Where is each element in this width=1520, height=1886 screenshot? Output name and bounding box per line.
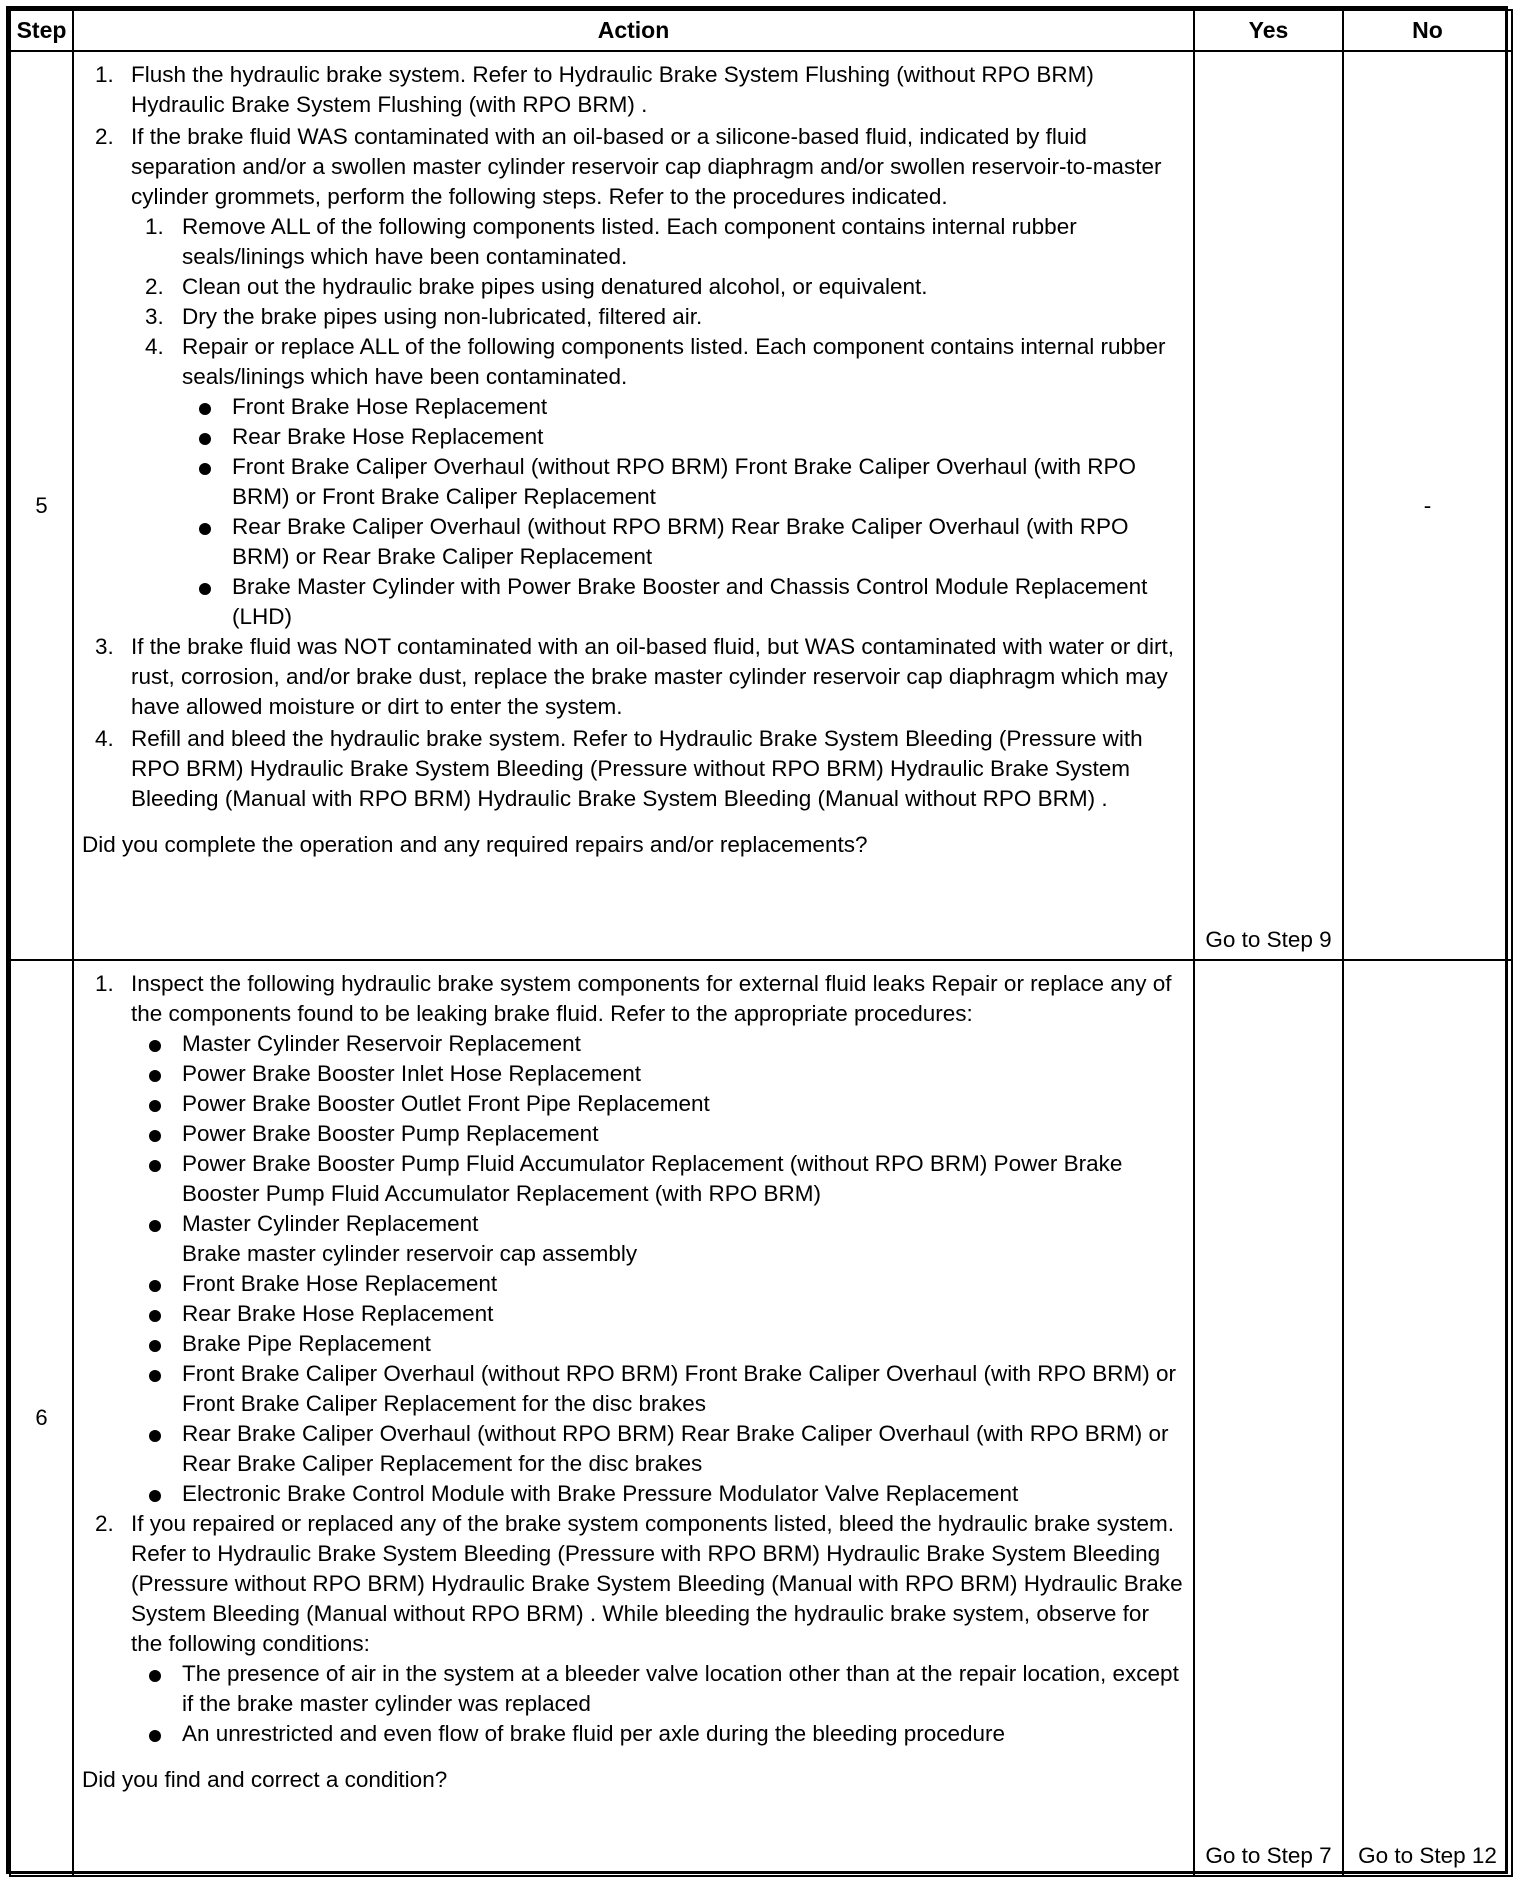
bullet-icon <box>199 433 211 445</box>
bullet-item-text: Power Brake Booster Inlet Hose Replacement <box>182 1061 641 1086</box>
bullet-item-text: Power Brake Booster Pump Fluid Accumulator Replacement (without RPO BRM) Power Brake Booster Pump Fluid Accumulator Replacement (with RPO BRM) <box>182 1151 1123 1206</box>
yes-cell: Go to Step 7 <box>1194 960 1343 1876</box>
bullet-item <box>82 1209 1185 1269</box>
step-number: 5 <box>10 51 73 960</box>
bullet-item-text: Front Brake Hose Replacement <box>182 1271 498 1296</box>
bullet-item-text: Master Cylinder Reservoir Replacement <box>182 1031 581 1056</box>
bullet-item <box>82 422 1185 452</box>
bullet-item <box>82 1089 1185 1119</box>
sub-list-item-text: Remove ALL of the following components listed. Each component contains internal rubber seals/linings which have been contaminated. <box>182 214 1077 269</box>
sub-list-item-text: Clean out the hydraulic brake pipes using denatured alcohol, or equivalent. <box>182 274 928 299</box>
bullet-item <box>82 1419 1185 1479</box>
action-cell <box>73 51 1194 960</box>
bullet-item-text: Front Brake Caliper Overhaul (without RPO BRM) Front Brake Caliper Overhaul (with RPO BRM) or Front Brake Caliper Replacement for the disc brakes <box>182 1361 1177 1416</box>
bullet-item-note: Brake master cylinder reservoir cap assembly <box>182 1241 638 1266</box>
bullet-item <box>82 452 1185 512</box>
bullet-icon <box>149 1100 161 1112</box>
header-step: Step <box>10 10 73 51</box>
bullet-item <box>82 1329 1185 1359</box>
bullet-icon <box>149 1280 161 1292</box>
list-item-text: Inspect the following hydraulic brake system components for external fluid leaks Repair or replace any of the components found to be leaking brake fluid. Refer to the appropriate procedures: <box>131 971 1172 1026</box>
list-item: 3. If the brake fluid was NOT contaminated with an oil-based fluid, but WAS contaminated with water or dirt, rust, corrosion, and/or brake dust, replace the brake master cylinder reservoir cap diaphragm which may have allowed moisture or dirt to enter the system. <box>95 634 1174 719</box>
bullet-icon <box>149 1070 161 1082</box>
bullet-icon <box>149 1340 161 1352</box>
list-item-text: If the brake fluid WAS contaminated with an oil-based or a silicone-based fluid, indicated by fluid separation and/or a swollen master cylinder reservoir cap diaphragm and/or swollen reservoir-to-master cylinder grommets, perform the following steps. Refer to the procedures indicated. <box>131 124 1162 209</box>
list-item: 4. Refill and bleed the hydraulic brake system. Refer to Hydraulic Brake System Bleeding (Pressure with RPO BRM) Hydraulic Brake System Bleeding (Pressure without RPO BRM) Hydraulic Brake System Bleeding (Manual with RPO BRM) Hydraulic Brake System Bleeding (Manual without RPO BRM) . <box>95 726 1143 811</box>
bullet-item <box>82 1029 1185 1059</box>
bullet-item-text: Power Brake Booster Pump Replacement <box>182 1121 599 1146</box>
bullet-item <box>82 1479 1185 1509</box>
header-row <box>10 10 1512 51</box>
bullet-icon <box>149 1160 161 1172</box>
list-item-text: Flush the hydraulic brake system. Refer to Hydraulic Brake System Flushing (without RPO BRM) Hydraulic Brake System Flushing (with RPO BRM) . <box>131 62 1094 117</box>
bullet-icon <box>149 1490 161 1502</box>
bullet-item-text: Power Brake Booster Outlet Front Pipe Replacement <box>182 1091 710 1116</box>
bullet-icon <box>199 403 211 415</box>
bullet-item-text: Rear Brake Caliper Overhaul (without RPO BRM) Rear Brake Caliper Overhaul (with RPO BRM) or Rear Brake Caliper Replacement for the disc brakes <box>182 1421 1169 1476</box>
bullet-icon <box>199 463 211 475</box>
header-yes: Yes <box>1194 10 1343 51</box>
diagnostic-table <box>9 9 1513 1877</box>
list-item-text: If you repaired or replaced any of the brake system components listed, bleed the hydraulic brake system. Refer to Hydraulic Brake System Bleeding (Pressure with RPO BRM) Hydraulic Brake System Bleeding (Pressure without RPO BRM) Hydraulic Brake System Bleeding (Manual with RPO BRM) Hydraulic Brake System Bleeding (Manual without RPO BRM) . While bleeding the hydraulic brake system, observe for the following conditions: <box>131 1511 1183 1656</box>
sub-list-item: 3. Dry the brake pipes using non-lubricated, filtered air. <box>145 304 703 329</box>
no-cell: Go to Step 12 <box>1343 960 1512 1876</box>
bullet-item <box>82 1059 1185 1089</box>
bullet-icon <box>149 1310 161 1322</box>
bullet-item <box>82 512 1185 572</box>
yes-cell: Go to Step 9 <box>1194 51 1343 960</box>
bullet-icon <box>149 1130 161 1142</box>
diagnostic-table-sheet <box>6 6 1508 1874</box>
bullet-item-text: Brake Master Cylinder with Power Brake Booster and Chassis Control Module Replacement (LHD) <box>232 574 1148 629</box>
condition-item-text: The presence of air in the system at a bleeder valve location other than at the repair location, except if the brake master cylinder was replaced <box>182 1661 1179 1716</box>
sub-list-item-text: Dry the brake pipes using non-lubricated, filtered air. <box>182 304 703 329</box>
list-item: 2. If you repaired or replaced any of the brake system components listed, bleed the hydraulic brake system. Refer to Hydraulic Brake System Bleeding (Pressure with RPO BRM) Hydraulic Brake System Bleeding (Pressure without RPO BRM) Hydraulic Brake System Bleeding (Manual with RPO BRM) Hydraulic Brake System Bleeding (Manual without RPO BRM) . While bleeding the hydraulic brake system, observe for the following conditions: <box>95 1511 1183 1656</box>
list-item-text: If the brake fluid was NOT contaminated with an oil-based fluid, but WAS contaminated with water or dirt, rust, corrosion, and/or brake dust, replace the brake master cylinder reservoir cap diaphragm which may have allowed moisture or dirt to enter the system. <box>131 634 1174 719</box>
bullet-item-text: Rear Brake Hose Replacement <box>182 1301 494 1326</box>
list-item-text: Refill and bleed the hydraulic brake system. Refer to Hydraulic Brake System Bleeding (Pressure with RPO BRM) Hydraulic Brake System Bleeding (Pressure without RPO BRM) Hydraulic Brake System Bleeding (Manual with RPO BRM) Hydraulic Brake System Bleeding (Manual without RPO BRM) . <box>131 726 1143 811</box>
bullet-item <box>82 1299 1185 1329</box>
bullet-item <box>82 1359 1185 1419</box>
bullet-item-text: Rear Brake Caliper Overhaul (without RPO BRM) Rear Brake Caliper Overhaul (with RPO BRM) or Rear Brake Caliper Replacement <box>232 514 1129 569</box>
list-item: 1. Flush the hydraulic brake system. Refer to Hydraulic Brake System Flushing (without RPO BRM) Hydraulic Brake System Flushing (with RPO BRM) . <box>95 62 1094 117</box>
bullet-icon <box>149 1370 161 1382</box>
bullet-item-text: Brake Pipe Replacement <box>182 1331 431 1356</box>
table-row-step-6 <box>10 960 1512 1876</box>
bullet-icon <box>149 1730 161 1742</box>
bullet-item <box>82 1269 1185 1299</box>
sub-list-item: 2. Clean out the hydraulic brake pipes using denatured alcohol, or equivalent. <box>145 274 928 299</box>
bullet-item-text: Rear Brake Hose Replacement <box>232 424 544 449</box>
list-item: 1. Inspect the following hydraulic brake system components for external fluid leaks Repair or replace any of the components found to be leaking brake fluid. Refer to the appropriate procedures: <box>95 971 1172 1026</box>
bullet-item <box>82 392 1185 422</box>
question-text: Did you complete the operation and any required repairs and/or replacements? <box>82 832 868 857</box>
bullet-item-text: Master Cylinder Replacement <box>182 1211 479 1236</box>
bullet-item-text: Front Brake Caliper Overhaul (without RPO BRM) Front Brake Caliper Overhaul (with RPO BRM) or Front Brake Caliper Replacement <box>232 454 1137 509</box>
sub-list-item: 4. Repair or replace ALL of the following components listed. Each component contains internal rubber seals/linings which have been contaminated. <box>145 334 1166 389</box>
bullet-icon <box>149 1220 161 1232</box>
condition-item-text: An unrestricted and even flow of brake fluid per axle during the bleeding procedure <box>182 1721 1006 1746</box>
header-action: Action <box>73 10 1194 51</box>
bullet-icon <box>199 583 211 595</box>
question-text: Did you find and correct a condition? <box>82 1767 448 1792</box>
action-cell <box>73 960 1194 1876</box>
table-row-step-5 <box>10 51 1512 960</box>
no-cell: - <box>1343 51 1512 960</box>
sub-list-item: 1. Remove ALL of the following components listed. Each component contains internal rubber seals/linings which have been contaminated. <box>145 214 1077 269</box>
bullet-icon <box>149 1040 161 1052</box>
sub-list-item-text: Repair or replace ALL of the following components listed. Each component contains internal rubber seals/linings which have been contaminated. <box>182 334 1166 389</box>
bullet-icon <box>199 523 211 535</box>
bullet-item-text: Electronic Brake Control Module with Brake Pressure Modulator Valve Replacement <box>182 1481 1019 1506</box>
header-no: No <box>1343 10 1512 51</box>
condition-item <box>82 1719 1185 1749</box>
bullet-icon <box>149 1430 161 1442</box>
bullet-item <box>82 1119 1185 1149</box>
step-number: 6 <box>10 960 73 1876</box>
bullet-icon <box>149 1670 161 1682</box>
bullet-item <box>82 1149 1185 1209</box>
bullet-item <box>82 572 1185 632</box>
bullet-item-text: Front Brake Hose Replacement <box>232 394 548 419</box>
condition-item <box>82 1659 1185 1719</box>
list-item: 2. If the brake fluid WAS contaminated with an oil-based or a silicone-based fluid, indicated by fluid separation and/or a swollen master cylinder reservoir cap diaphragm and/or swollen reservoir-to-master cylinder grommets, perform the following steps. Refer to the procedures indicated. <box>95 124 1162 209</box>
